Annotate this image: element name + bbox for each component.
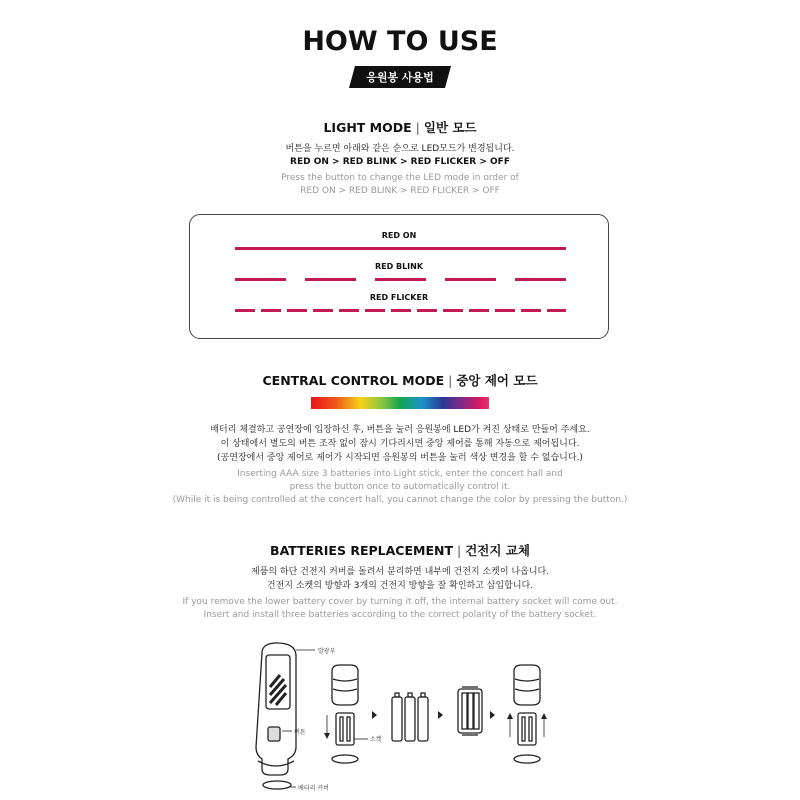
- subtitle-badge: [349, 66, 451, 88]
- batteries-en-line1: If you remove the lower battery cover by turning it off, the internal battery socket will come out.: [182, 597, 618, 607]
- red-flicker-dash: [313, 309, 333, 312]
- red-blink-dash: [515, 278, 566, 281]
- heading-separator: |: [456, 543, 462, 558]
- red-blink-dash: [305, 278, 356, 281]
- battery-replacement-illustration: [0, 635, 800, 800]
- central-mode-en-line3: (While it is being controlled at the concert hall, you cannot change the color by pressing the button.): [172, 495, 628, 505]
- batteries-title-ko: 건전지 교체: [465, 543, 530, 558]
- red-blink-dash: [375, 278, 426, 281]
- batteries-title-en: BATTERIES REPLACEMENT: [270, 543, 453, 558]
- central-mode-ko-line1: 배터리 체결하고 공연장에 입장하신 후, 버튼을 눌러 응원봉에 LED가 켜진 상태로 만들어 주세요.: [210, 425, 590, 435]
- light-mode-ko-line1: 버튼을 누르면 아래와 같은 순으로 LED모드가 변경됩니다.: [285, 144, 515, 154]
- red-blink-dash: [235, 278, 286, 281]
- subtitle-text: 응원봉 사용법: [366, 71, 434, 84]
- batteries-en-line2: Insert and install three batteries according to the correct polarity of the battery socket.: [203, 610, 597, 620]
- stick-bottom-removed-icon: [324, 665, 368, 763]
- central-mode-title-ko: 중앙 제어 모드: [456, 373, 538, 388]
- batteries-heading: [0, 541, 800, 559]
- batteries-ko-line2: 건전지 소켓의 방향과 3개의 건전지 방향을 잘 확인하고 삽입합니다.: [266, 581, 534, 591]
- light-mode-title-ko: 일반 모드: [423, 120, 477, 135]
- arrow-icon: [490, 711, 495, 719]
- light-mode-en-line1: Press the button to change the LED mode in order of: [281, 173, 519, 183]
- red-flicker-dash: [521, 309, 541, 312]
- central-mode-ko-line3: (공연장에서 중앙 제어로 제어가 시작되면 응원봉의 버튼을 눌러 색상 변경을 할 수 없습니다.): [217, 453, 583, 463]
- arrow-icon: [438, 711, 443, 719]
- label-socket: 소켓: [370, 736, 382, 743]
- page-title: HOW TO USE: [302, 26, 498, 57]
- central-mode-title-en: CENTRAL CONTROL MODE: [262, 373, 445, 388]
- red-flicker-dash: [235, 309, 255, 312]
- light-mode-diagram-box: [189, 214, 609, 339]
- stick-reassemble-icon: [507, 665, 547, 763]
- light-mode-title-en: LIGHT MODE: [323, 120, 412, 135]
- mode-label-red-blink: RED BLINK: [374, 262, 424, 271]
- light-mode-heading: [0, 118, 800, 136]
- heading-separator: |: [415, 120, 420, 135]
- red-flicker-dash: [365, 309, 385, 312]
- heading-separator: |: [448, 373, 453, 388]
- central-mode-ko-line2: 이 상태에서 별도의 버튼 조작 없이 잠시 기다리시면 중앙 제어를 통해 자동으로 제어됩니다.: [220, 439, 580, 449]
- central-mode-en-line2: press the button once to automatically control it.: [289, 482, 511, 492]
- batteries-icon: [392, 693, 428, 741]
- light-stick-icon: [256, 643, 315, 789]
- red-on-bar: [235, 247, 566, 250]
- red-flicker-dash: [391, 309, 411, 312]
- batteries-ko-line1: 제품의 하단 건전지 커버를 돌려서 분리하면 내부에 건전지 소켓이 나옵니다.: [250, 567, 550, 577]
- mode-label-red-on: RED ON: [381, 231, 417, 240]
- rainbow-color-bar: [311, 397, 489, 409]
- arrow-icon: [372, 711, 377, 719]
- red-flicker-dash: [339, 309, 359, 312]
- red-flicker-dash: [495, 309, 515, 312]
- central-mode-heading: [0, 371, 800, 389]
- red-blink-dash: [445, 278, 496, 281]
- red-flicker-dash: [443, 309, 463, 312]
- red-flicker-dash: [287, 309, 307, 312]
- red-flicker-dash: [417, 309, 437, 312]
- label-button: 버튼: [294, 729, 306, 736]
- label-battery-cover: 배터리 커버: [298, 785, 329, 792]
- label-light-part: 발광부: [318, 648, 336, 655]
- red-flicker-dash: [261, 309, 281, 312]
- red-flicker-dash: [547, 309, 566, 312]
- light-mode-ko-line2: RED ON > RED BLINK > RED FLICKER > OFF: [290, 157, 510, 167]
- light-mode-en-line2: RED ON > RED BLINK > RED FLICKER > OFF: [300, 186, 500, 196]
- socket-with-batteries-icon: [458, 687, 482, 735]
- central-mode-en-line1: Inserting AAA size 3 batteries into Light stick, enter the concert hall and: [237, 469, 563, 479]
- mode-label-red-flicker: RED FLICKER: [369, 293, 429, 302]
- red-flicker-dash: [469, 309, 489, 312]
